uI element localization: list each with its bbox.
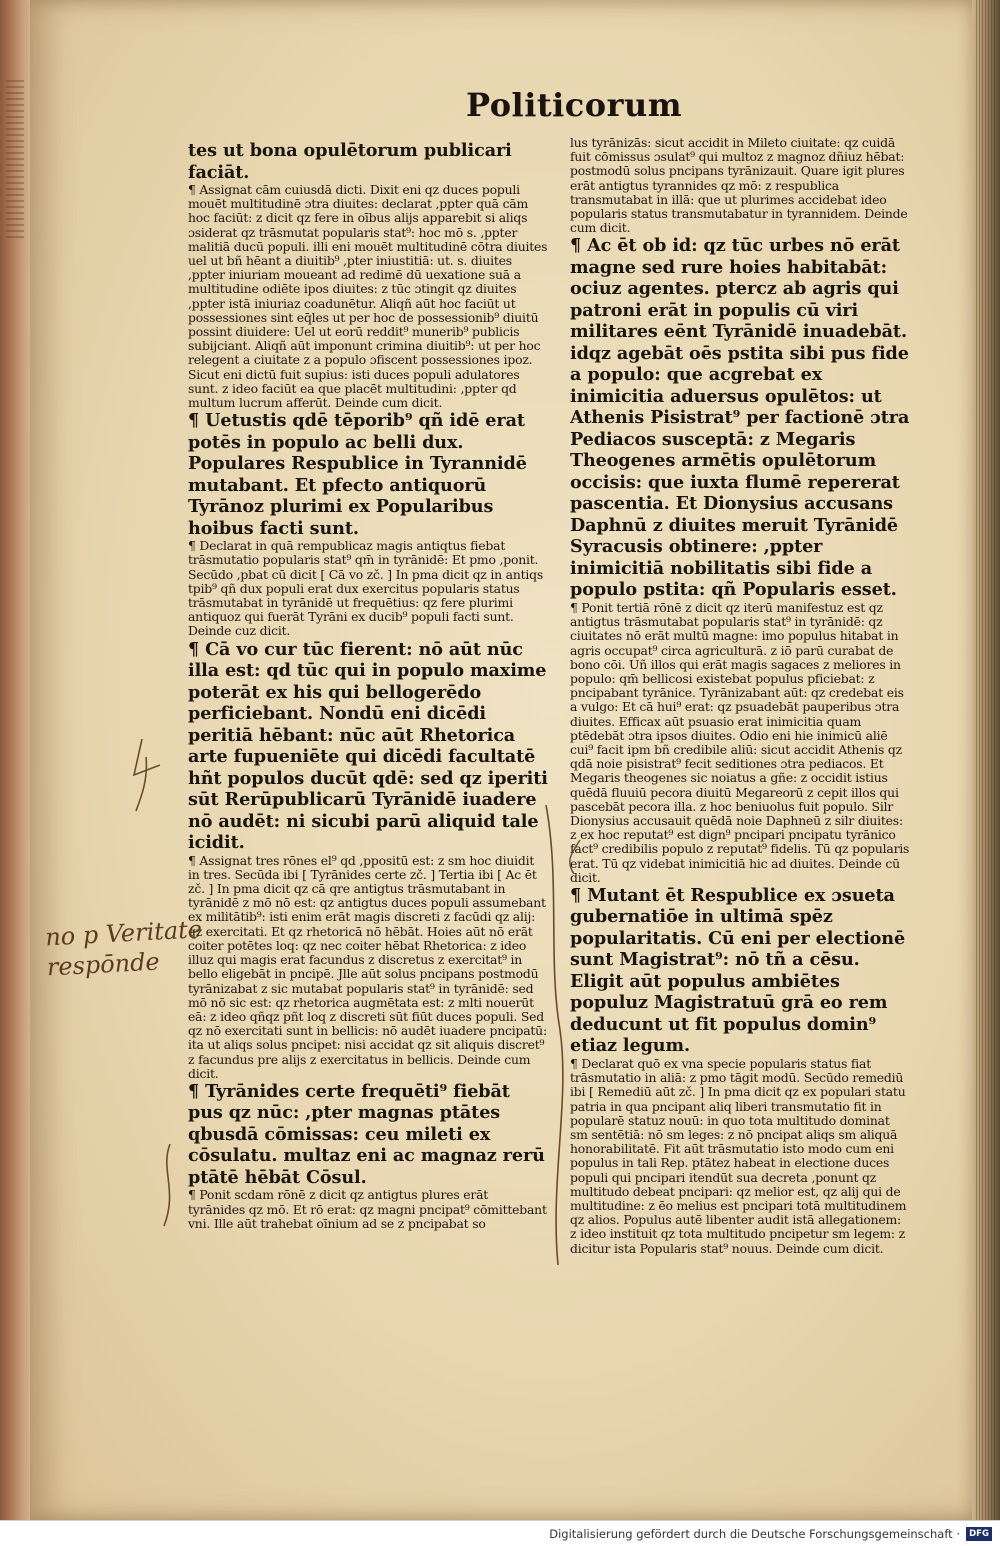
left-column-paragraph: ¶ Tyrānides certe frequēti⁹ fiebāt pus qz nūc: ,pter magnas ptātes qbusdā cōmissas: ceu mileti ex cōsulatu. multaz eni ac magnaz rerū ptātē hēbāt Cōsul. [188, 1080, 545, 1188]
left-column-paragraph: ¶ Ponit scdam rōnē z dicit qz antigtus plures erāt tyrānides qz mō. Et rō erat: qz magni pncipat⁹ cōmittebant vni. Ille aūt trahebat oīnium ad se z pncipabat so [188, 1187, 547, 1231]
right-column-paragraph: ¶ Ponit tertiā rōnē z dicit qz iterū manifestuz est qz antigtus trāsmutabat popularis stat⁹ in tyrānidē: qz ciuitates nō erāt multū magne: imo populus hitabat in agris occupat⁹ circa agriculturā. z iō parū curabat de bono cōi. Uñ illos qui erāt magis sagaces z meliores in populo: qm̄ bellicosi existebat populus pficiebat: z pncipabant tyrānice. Tyrānizabant aūt: qz credebat eis a vulgo: Et cā hui⁹ erat: qz psuadebāt pauperibus ɔtra diuites. Efficax aūt psuasio erat inimicitia quam ptēdebāt ɔtra ipsos diuites. Odio eni hie inimicū aliē cui⁹ facit ipm bñ credibile aliū: sicut accidit Athenis qz qdā noie pisistrat⁹ fecit seditiones ɔtra pediacos. Et Megaris theogenes sic noiatus a gñe: z occidit istius quēdā fluuiū pecora diuitū Megareorū z cepit illos qui pascebāt pecora illa. z hoc beniuolus fuit populo. Silr Dionysius accusauit quēdā noie Daphneū z silr diuites: z ex hoc reputat⁹ est dign⁹ pncipari pncipatu tyrānico fact⁹ credibilis populo z reputat⁹ fidelis. Tū qz popularis erat. Tū qz videbat inimicitiā hic ad diuites. Deinde cū dicit. [570, 599, 910, 885]
page-stack-edge [972, 0, 1000, 1520]
right-column-paragraph: ¶ Mutant ēt Respublice ex ɔsueta gubernatiōe in ultimā spēz popularitatis. Cū eni per electionē sunt Magistrat⁹: nō tñ a cēsu. Eligit aūt populus ambiētes populuz Magistratuū grā eo rem deducunt ut fit populus domin⁹ etiaz legum. [570, 884, 906, 1057]
right-column [570, 136, 910, 1256]
handwritten-margin-note [45, 914, 218, 983]
right-column-paragraph: ¶ Ac ēt ob id: qz tūc urbes nō erāt magne sed rure hoies habitabāt: ociuz agentes. ptercz ab agris qui patroni erāt in populis cū viri militares eēnt Tyrānidē inuadebāt. idqz agebāt oēs pstita sibi pus fide a populo: que acgrebat ex inimicitia aduersus opulētos: ut Athenis Pisistrat⁹ per factionē ɔtra Pediacos susceptā: z Megaris Theogenes armētis opulētorum occisis: que iuxta flumē repererat pascentia. Et Dionysius accusans Daphnū z diuites meruit Tyrānidē Syracusis obtinere: ,ppter inimicitiā nobilitatis sibi fide a populo pstita: qñ Popularis esset. [570, 235, 910, 601]
right-column-paragraph: ¶ Declarat quō ex vna specie popularis status fiat trāsmutatio in aliā: z pmo tāgit modū. Secūdo remediū ibi [ Remediū aūt zč. ] In pma dicit qz ex populari statu patria in qua pncipant aliq liberi transmutatio fit in popularē statuz nouū: in quo tota multitudo dominat sm sentētiā: nō sm leges: z nō pncipat aliqs sm aliquā honorabilitatē. Fit aūt trāsmutatio isto modo cum eni populus in tali Rep. ptātez habeat in electione duces populi qui pncipari itendūt sua decreta ,ponunt qz multitudo debeat pncipari: qz melior est, qz alij qui de multitudine: z ēo melius est pncipari totā multitudinem qz alios. Populus autē libenter audit istā allegationem: z ideo instituit qz tota multitudo pncipetur sm legem: z dicitur ista Popularis stat⁹ nouus. Deinde cum dicit. [570, 1055, 907, 1256]
left-column-paragraph: ¶ Assignat tres rōnes el⁹ qd ,ppositū est: z sm hoc diuidit in tres. Secūda ibi [ Tyrānides certe zč. ] Tertia ibi [ Ac ēt zč. ] In pma dicit qz cā qre antigtus trāsmutabant in tyrānidē z mō nō est: qz antigtus duces populi assumebant ex militātib⁹: isti enim erāt magis discreti z facūdi qz alij: qz exercitati. Et qz rhetoricā nō hēbāt. Hoies aūt nō erāt coiter potētes loq: qz nec coiter hēbat Rhetorica: z ideo illuz qui magis erat facundus z discretus z exercitat⁹ in bello eligebāt in pncipē. Jlle aūt solus pncipans postmodū tyrānizabat z sic mutabat popularis stat⁹ in tyrānidē: sed mō nō sic est: qz rhetorica augmētata est: z mlti nouerūt eā: z ideo qñqz pñt loq z discreti sūt fiūt duces populi. Sed qz nō exercitati sunt in bellicis: nō audēt iuadere pncipatū: ita ut aliqs solus pncipet: nisi accidat qz sit aliquis discret⁹ z facundus pre alijs z exercitatus in bellicis. Deinde cum dicit. [188, 852, 547, 1081]
left-column-paragraph: ¶ Assignat cām cuiusdā dicti. Dixit eni qz duces populi mouēt multitudinē ɔtra diuites: declarat ,ppter quā cām hoc faciūt: z dicit qz fere in oībus alijs apparebit si aliqs ɔsiderat qz trāsmutat popularis stat⁹: hoc mō s. ,ppter malitiā ducū populi. illi eni mouēt multitudinē cōtra diuites uel ut bñ hēant a diuitib⁹ ,pter iniustitiā: ut. s. diuites ,ppter iniuriam moueant ad redimē dū uexatione suā a multitudine odiēte ipos diuites: z tūc ɔtingit qz diuites ,ppter istā iniuriaz coadunētur. Aliqñ aūt hoc faciūt ut possessiones sint eq̄les ut per hoc de possessionib⁹ diuitū possint diuidere: Uel ut eorū reddit⁹ munerib⁹ publicis subijciant. Aliqñ aūt imponunt crimina diuitib⁹: ut per hoc relegent a ciuitate z a populo ɔfiscent possessiones ipoz. Sicut eni dictū fuit supius: isti duces populi adulatores sunt. z ideo faciūt ea que placēt multitudini: ,ppter qd multum lucrum afferūt. Deinde cum dicit. [188, 182, 548, 411]
margin-note-line2: respōnde [46, 947, 161, 982]
right-column-paragraph: lus tyrānizās: sicut accidit in Mileto ciuitate: qz cuidā fuit cōmissus ɔsulat⁹ qui multoz z magnoz dñiuz hēbat: postmodū solus pncipans tyrānizauit. Quare igit plures erāt antigtus tyrannides qz mō: z respublica transmutabat in illā: que ut plurimes accidebat ideo popularis status transmutabatur in tyrannidem. Deinde cum dicit. [570, 135, 908, 236]
margin-note-line1: no p Veritate [44, 915, 203, 952]
marginal-scribble-mark-2 [150, 1140, 190, 1230]
left-column-paragraph: ¶ Uetustis qdē tēporib⁹ qñ idē erat potēs in populo ac belli dux. Populares Respublice in Tyrannidē mutabant. Et pfecto antiquorū Tyrānoz plurimi ex Popularibus hoibus facti sunt. [188, 410, 527, 539]
book-spine-edge [0, 0, 34, 1520]
left-column [188, 140, 548, 1231]
left-column-paragraph: ¶ Declarat in quā rempublicaz magis antiqtus fiebat trāsmutatio popularis stat⁹ qm̄ in tyrānidē: Et pmo ,ponit. Secūdo ,pbat cū dicit [ Cā vo zč. ] In pma dicit qz in antiqs tpib⁹ qñ dux populi erat dux exercitus popularis status trāsmutabat in tyrānidē ut frequētius: qz fere plurimi antiquoz qui fuerāt Tyrāni ex ducib⁹ populi facti sunt. Deinde cuz dicit. [188, 538, 544, 639]
running-header: Politicorum [466, 86, 683, 124]
left-column-paragraph: tes ut bona opulētorum publicari faciāt. [188, 140, 512, 183]
marginal-scribble-mark [112, 735, 172, 815]
marginal-bracket-mark [540, 800, 590, 1270]
dfg-logo-icon: DFG [966, 1527, 992, 1541]
footer-bar [0, 1520, 1000, 1546]
left-column-paragraph: ¶ Cā vo cur tūc fierent: nō aūt nūc illa est: qd tūc qui in populo maxime poterāt ex his qui bellogerēdo perficiebant. Nondū eni dicēdi peritiā hēbant: nūc aūt Rhetorica arte fupueniēte qui dicēdi facultatē hñt populos ducūt qdē: sed qz iperiti sūt Rerūpublicarū Tyrānidē iuadere nō audēt: ni sicubi parū aliquid tale icidit. [188, 638, 548, 854]
funding-credit: Digitalisierung gefördert durch die Deutsche Forschungsgemeinschaft · [549, 1526, 960, 1541]
